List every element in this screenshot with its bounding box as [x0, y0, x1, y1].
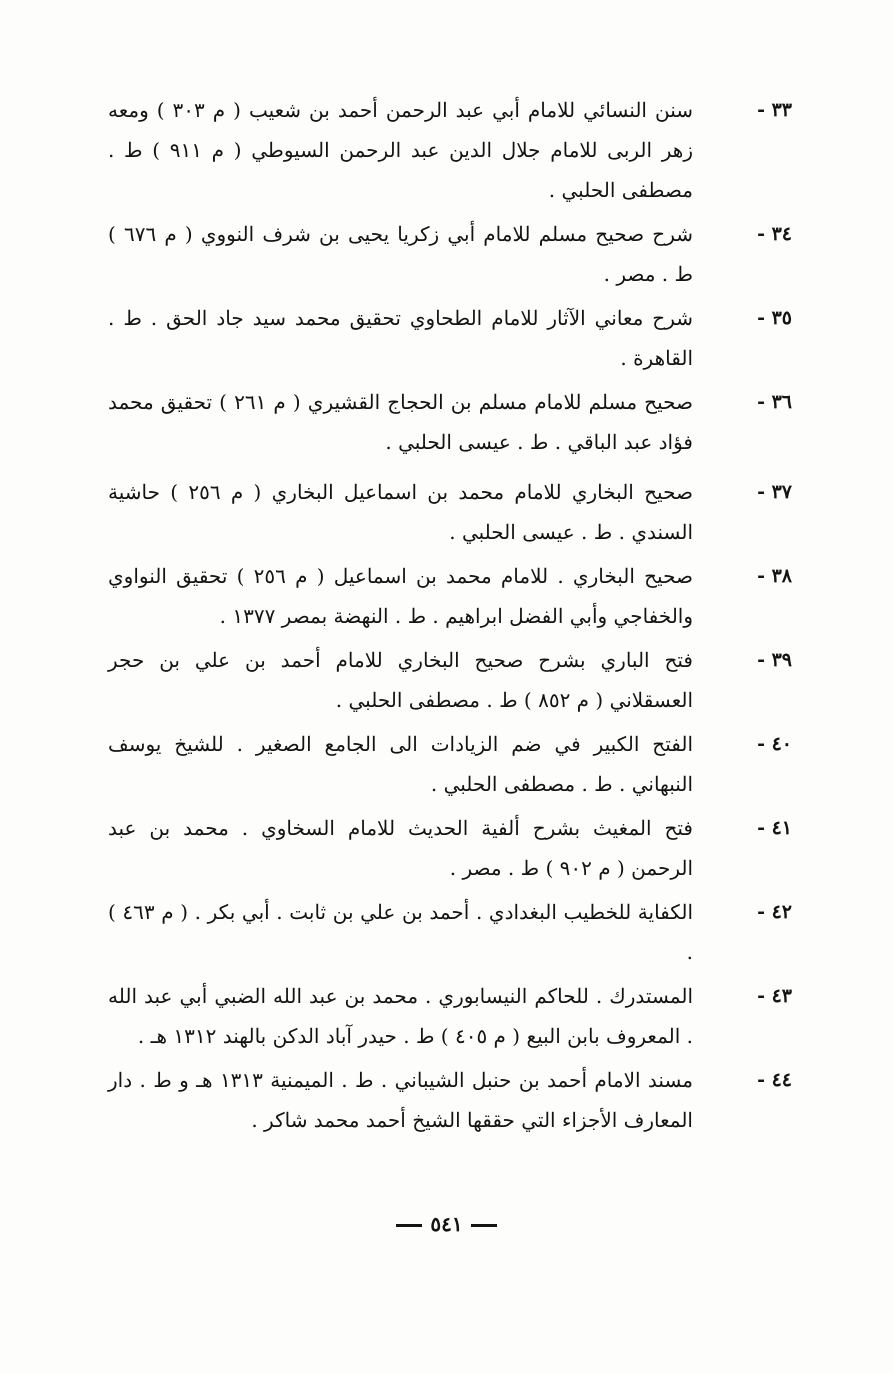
page-footer — [0, 1212, 893, 1236]
entry-number: ٤٤ - — [757, 1069, 792, 1091]
bibliography-list — [108, 90, 798, 1140]
bibliography-entry — [108, 472, 798, 552]
bibliography-entry — [108, 90, 798, 210]
bibliography-entry — [108, 892, 798, 972]
entry-text: شرح صحيح مسلم للامام أبي زكريا يحيى بن شرف النووي ( م ٦٧٦ ) ط . مصر . — [108, 222, 693, 286]
bibliography-entry — [108, 556, 798, 636]
footer-dash-right — [396, 1224, 422, 1227]
entry-text: مسند الامام أحمد بن حنبل الشيباني . ط . الميمنية ١٣١٣ هـ و ط . دار المعارف الأجزاء التي حققها الشيخ أحمد محمد شاكر . — [108, 1068, 693, 1132]
entry-text: صحيح البخاري للامام محمد بن اسماعيل البخاري ( م ٢٥٦ ) حاشية السندي . ط . عيسى الحلبي . — [108, 480, 693, 544]
entry-text: صحيح البخاري . للامام محمد بن اسماعيل ( م ٢٥٦ ) تحقيق النواوي والخفاجي وأبي الفضل ابراهيم . ط . النهضة بمصر ١٣٧٧ . — [108, 564, 693, 628]
entry-number: ٣٦ - — [757, 391, 792, 413]
entry-number: ٤١ - — [757, 817, 792, 839]
entry-number: ٣٧ - — [757, 481, 792, 503]
bibliography-entry — [108, 976, 798, 1056]
page-number: ٥٤١ — [430, 1212, 463, 1236]
entry-text: فتح المغيث بشرح ألفية الحديث للامام السخاوي . محمد بن عبد الرحمن ( م ٩٠٢ ) ط . مصر . — [108, 816, 693, 880]
bibliography-entry — [108, 214, 798, 294]
entry-text: المستدرك . للحاكم النيسابوري . محمد بن عبد الله الضبي أبي عبد الله . المعروف بابن البيع ( م ٤٠٥ ) ط . حيدر آباد الدكن بالهند ١٣١٢ هـ . — [108, 984, 693, 1048]
entry-text: شرح معاني الآثار للامام الطحاوي تحقيق محمد سيد جاد الحق . ط . القاهرة . — [108, 306, 693, 370]
entry-text: فتح الباري بشرح صحيح البخاري للامام أحمد بن علي بن حجر العسقلاني ( م ٨٥٢ ) ط . مصطفى الحلبي . — [108, 648, 693, 712]
entry-number: ٣٥ - — [757, 307, 792, 329]
bibliography-entry — [108, 298, 798, 378]
bibliography-entry — [108, 382, 798, 462]
entry-text: الفتح الكبير في ضم الزيادات الى الجامع الصغير . للشيخ يوسف النبهاني . ط . مصطفى الحلبي . — [108, 732, 693, 796]
entry-number: ٤٣ - — [757, 985, 792, 1007]
entry-text: الكفاية للخطيب البغدادي . أحمد بن علي بن ثابت . أبي بكر . ( م ٤٦٣ ) . — [108, 900, 693, 964]
entry-number: ٤٢ - — [757, 901, 792, 923]
bibliography-entry — [108, 640, 798, 720]
entry-number: ٣٤ - — [757, 223, 792, 245]
entry-text: صحيح مسلم للامام مسلم بن الحجاج القشيري ( م ٢٦١ ) تحقيق محمد فؤاد عبد الباقي . ط . عيسى الحلبي . — [108, 390, 694, 454]
entry-number: ٣٩ - — [757, 649, 792, 671]
entry-number: ٣٨ - — [757, 565, 792, 587]
bibliography-entry — [108, 808, 798, 888]
entry-text: سنن النسائي للامام أبي عبد الرحمن أحمد بن شعيب ( م ٣٠٣ ) ومعه زهر الربى للامام جلال الدين عبد الرحمن السيوطي ( م ٩١١ ) ط . مصطفى الحلبي . — [108, 98, 694, 202]
bibliography-entry — [108, 724, 798, 804]
footer-dash-left — [471, 1224, 497, 1227]
bibliography-entry — [108, 1060, 798, 1140]
entry-number: ٣٣ - — [757, 99, 792, 121]
entry-number: ٤٠ - — [757, 733, 792, 755]
